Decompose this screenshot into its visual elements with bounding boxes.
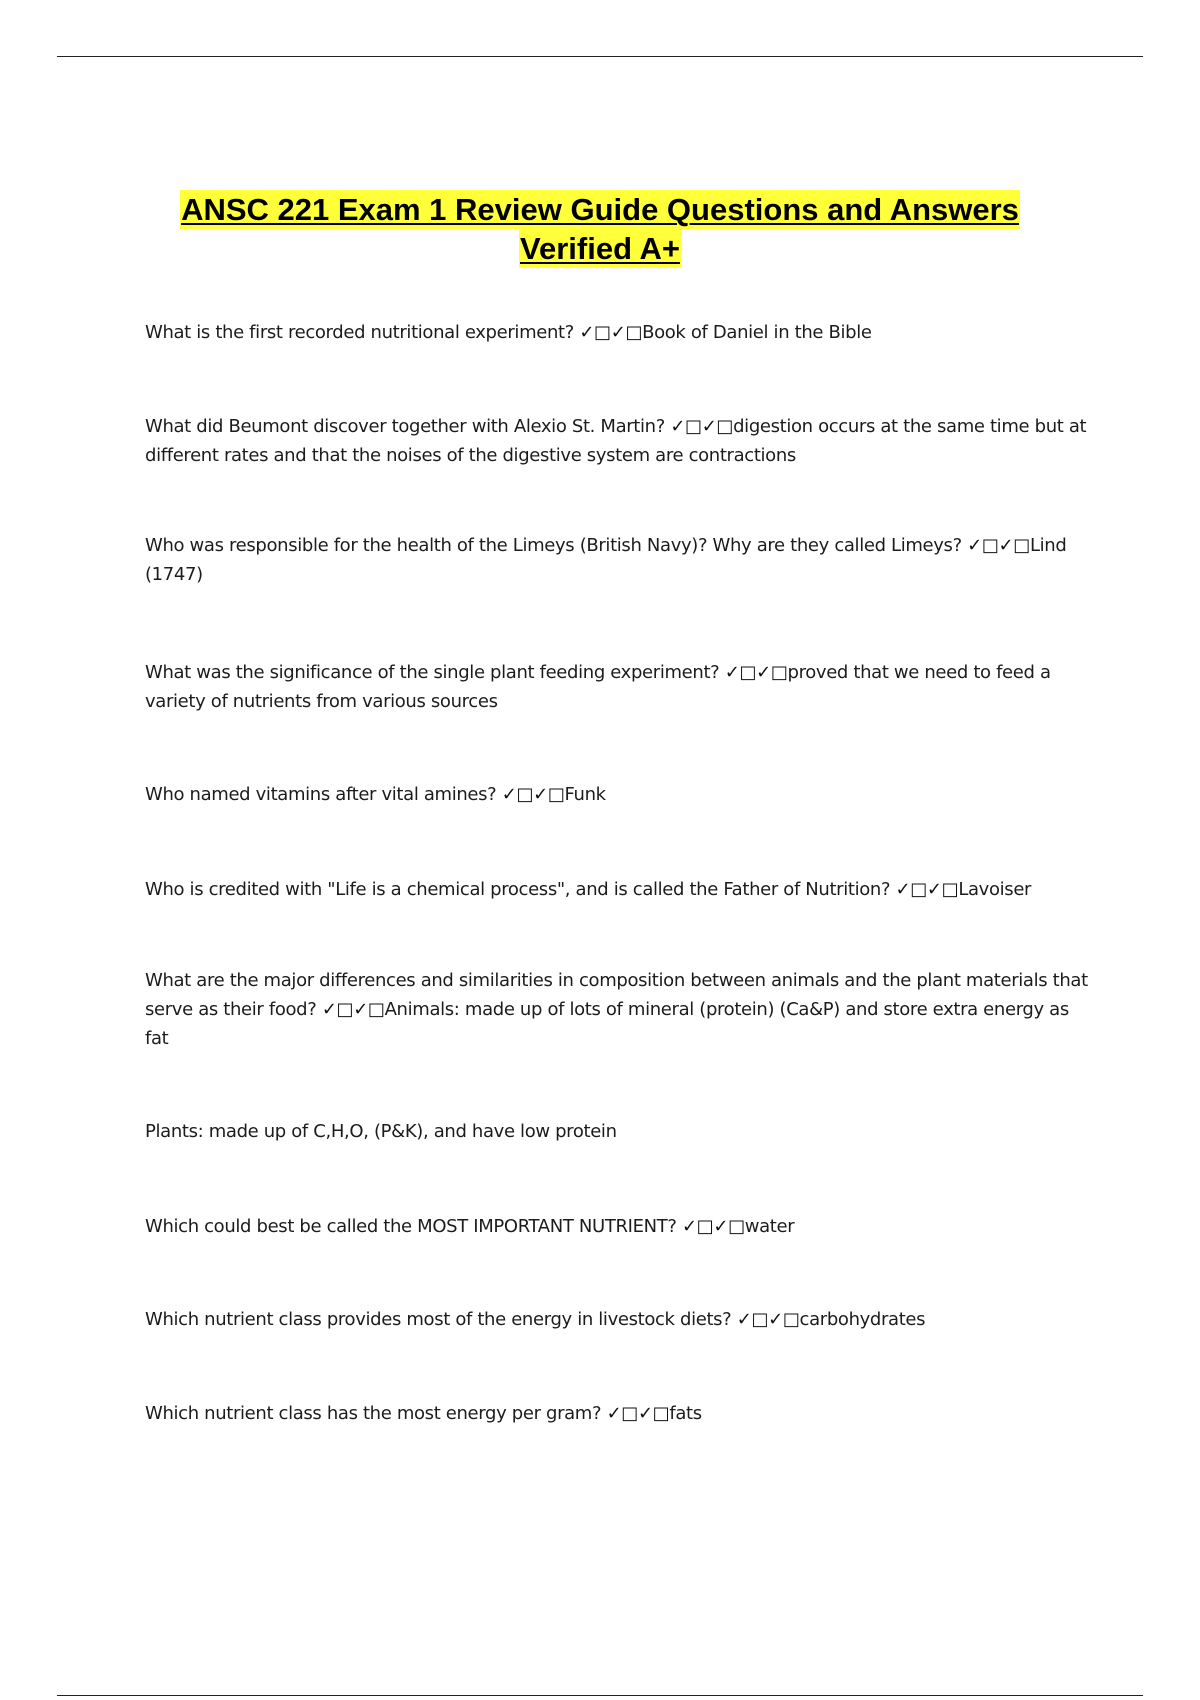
answer-text: Lavoiser [958,879,1032,900]
answer-separator: ✓□✓□ [736,1309,800,1330]
answer-text: proved that we need to feed a variety of nutrients from various sources [145,662,1051,712]
question-text: Which nutrient class has the most energy per gram? [145,1403,602,1424]
qa-item-10 [145,1305,1095,1334]
qa-item-11 [145,1399,1095,1428]
question-text: Who named vitamins after vital amines? [145,784,497,805]
title-line-1: ANSC 221 Exam 1 Review Guide Questions and Answers [181,192,1019,227]
document-title [0,190,1200,268]
qa-item-1 [145,318,1095,347]
qa-item-5 [145,780,1095,809]
answer-text: Animals: made up of lots of mineral (protein) (Ca&P) and store extra energy as fat [145,999,1069,1049]
answer-separator: ✓□✓□ [895,879,959,900]
question-text: What did Beumont discover together with Alexio St. Martin? [145,416,665,437]
question-text: What are the major differences and similarities in composition between animals and the plant materials that serve as their food? [145,970,1088,1020]
plain-text: Plants: made up of C,H,O, (P&K), and have low protein [145,1121,617,1142]
qa-item-7 [145,966,1095,1053]
title-line-2: Verified A+ [520,231,680,266]
question-text: Which could best be called the MOST IMPORTANT NUTRIENT? [145,1216,677,1237]
answer-text: Book of Daniel in the Bible [642,322,872,343]
qa-item-8 [145,1117,1095,1146]
answer-separator: ✓□✓□ [321,999,385,1020]
qa-item-9 [145,1212,1095,1241]
answer-text: water [744,1216,795,1237]
question-text: What was the significance of the single plant feeding experiment? [145,662,720,683]
answer-separator: ✓□✓□ [579,322,643,343]
answer-separator: ✓□✓□ [606,1403,670,1424]
answer-text: Funk [564,784,606,805]
header-rule [57,56,1143,57]
question-text: Which nutrient class provides most of the energy in livestock diets? [145,1309,732,1330]
answer-text: fats [669,1403,702,1424]
answer-separator: ✓□✓□ [670,416,734,437]
qa-item-4 [145,658,1095,716]
answer-separator: ✓□✓□ [967,535,1030,556]
answer-text: Lind (1747) [145,535,1067,585]
answer-separator: ✓□✓□ [501,784,565,805]
question-text: What is the first recorded nutritional experiment? [145,322,574,343]
question-text: Who was responsible for the health of the Limeys (British Navy)? Why are they called Limeys? [145,535,962,556]
answer-text: carbohydrates [799,1309,926,1330]
question-text: Who is credited with "Life is a chemical process", and is called the Father of Nutrition? [145,879,891,900]
qa-item-3 [145,531,1095,589]
qa-item-6 [145,875,1095,904]
answer-separator: ✓□✓□ [724,662,788,683]
qa-item-2 [145,412,1095,470]
answer-text: digestion occurs at the same time but at different rates and that the noises of the digestive system are contractions [145,416,1087,466]
answer-separator: ✓□✓□ [681,1216,745,1237]
footer-rule [57,1695,1143,1696]
